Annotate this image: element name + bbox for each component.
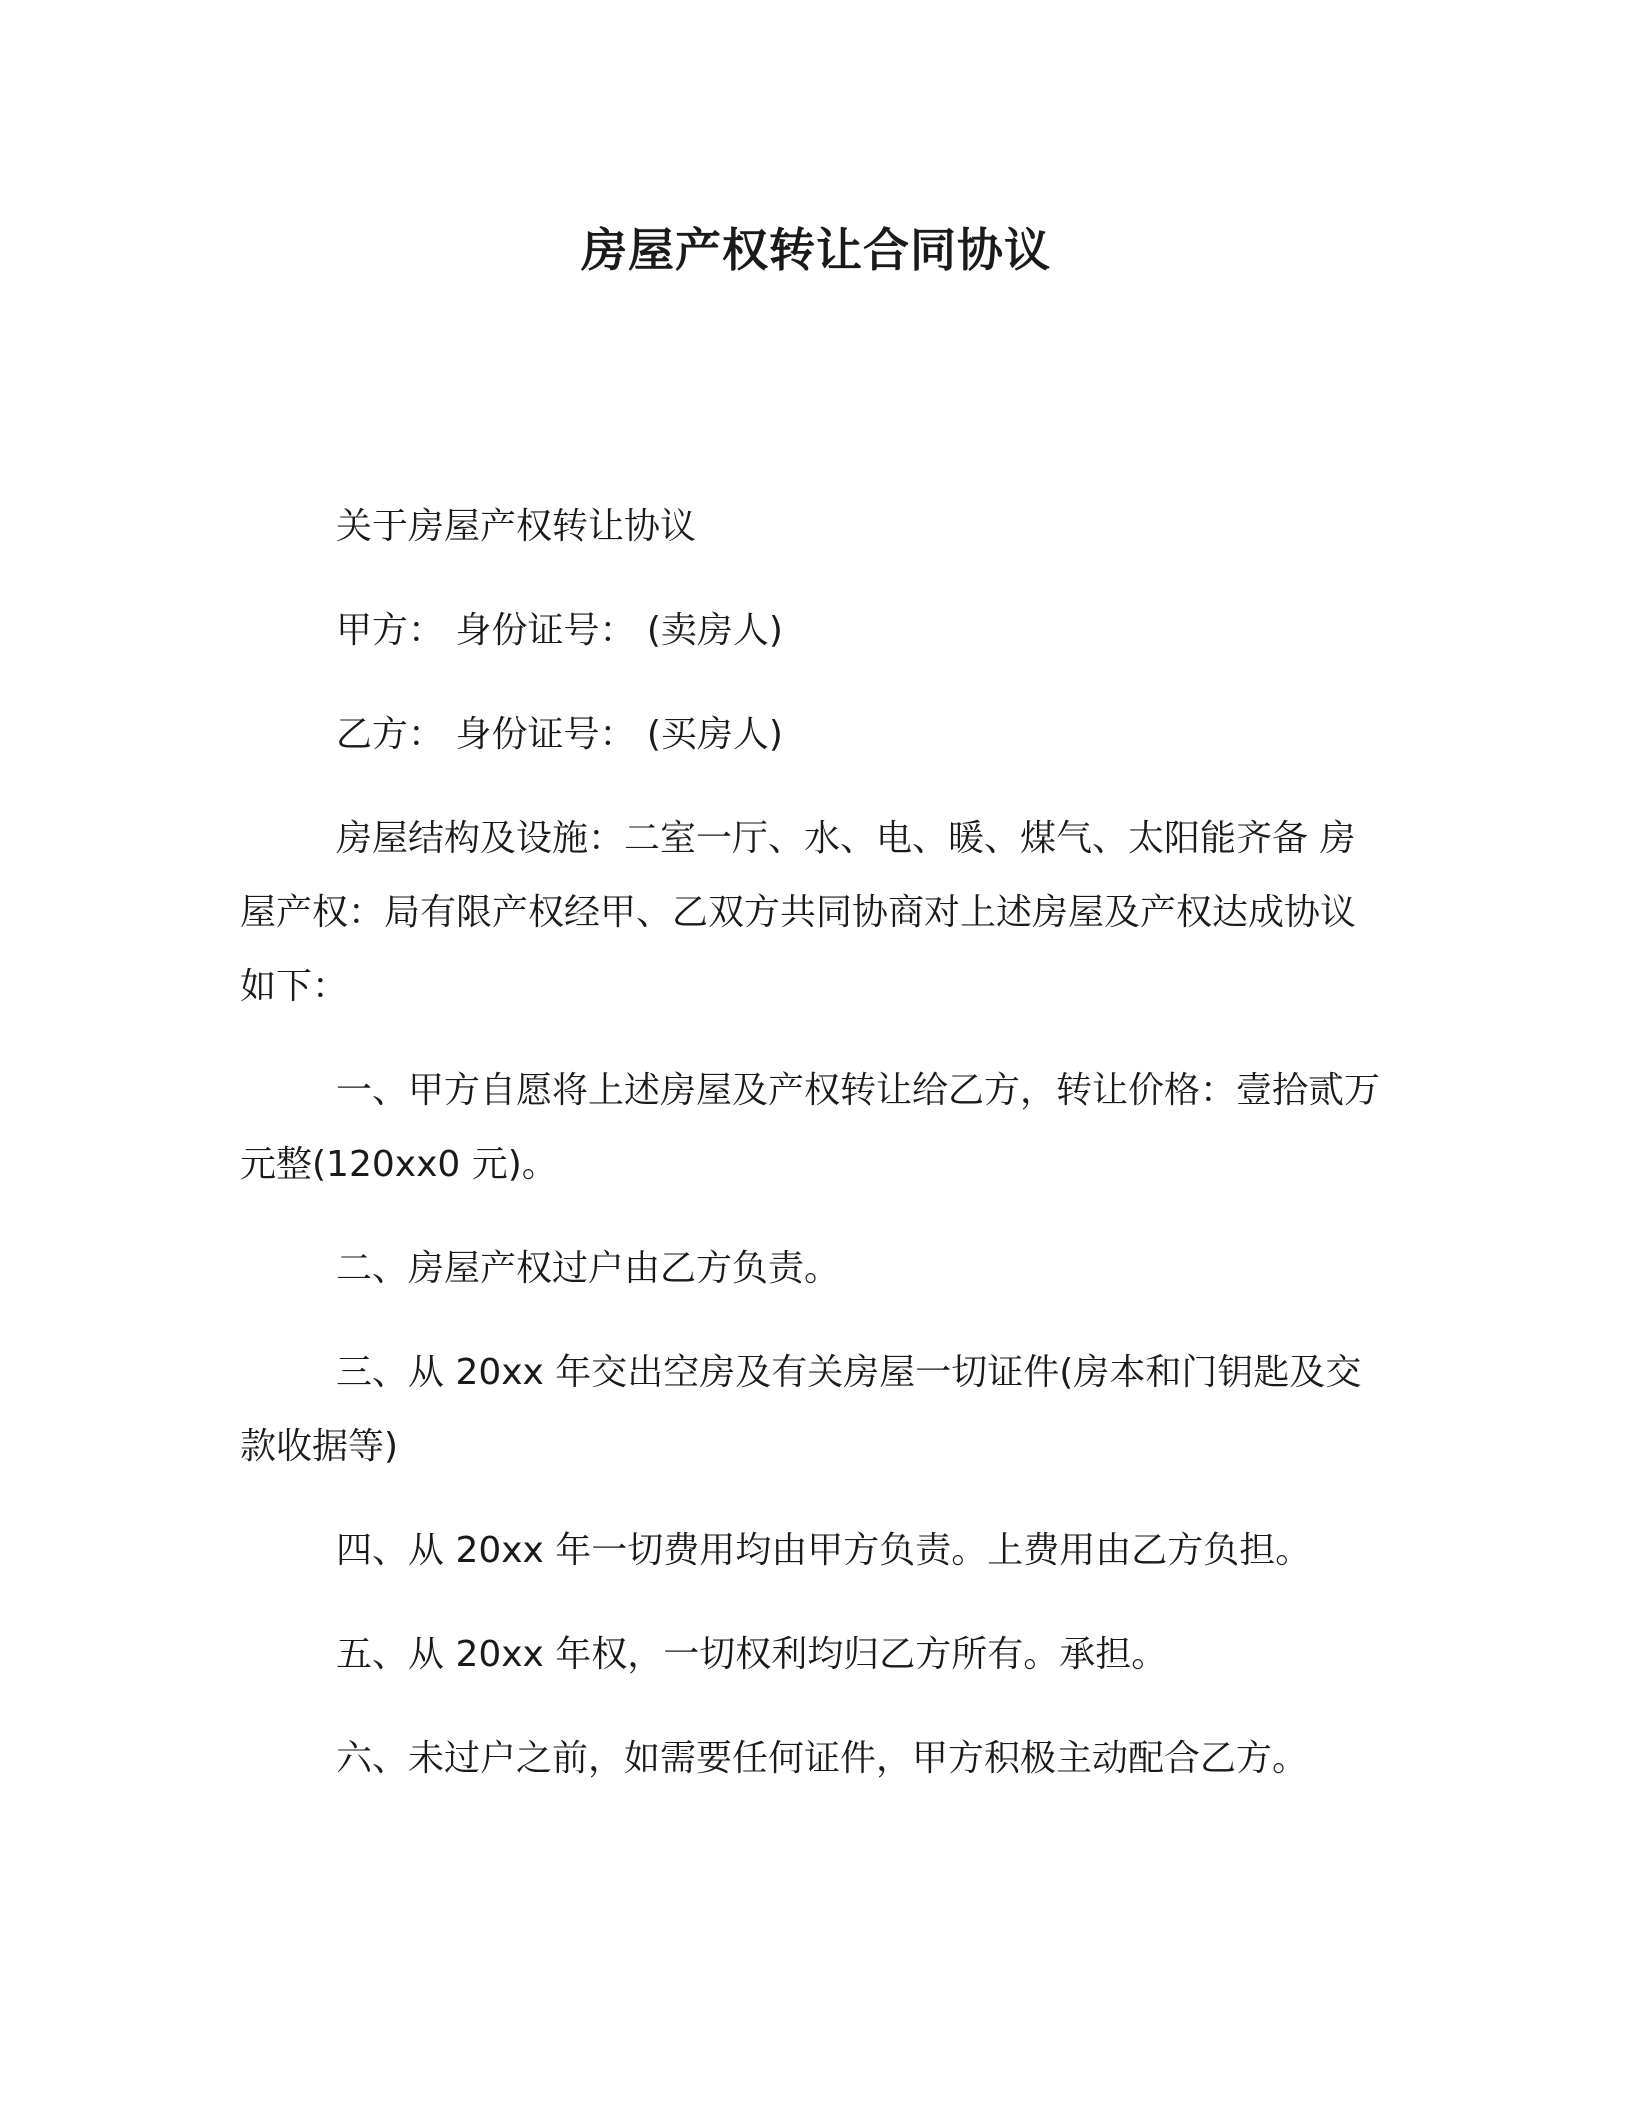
paragraph-clause-3: 三、从 20xx 年交出空房及有关房屋一切证件(房本和门钥匙及交款收据等) <box>240 1352 1362 1467</box>
paragraph-structure: 房屋结构及设施：二室一厅、水、电、暖、煤气、太阳能齐备 房屋产权：局有限产权经甲、乙双方共同协商对上述房屋及产权达成协议如下： <box>240 818 1357 1007</box>
paragraph-clause-6: 六、未过户之前，如需要任何证件，甲方积极主动配合乙方。 <box>336 1738 1309 1779</box>
paragraph-clause-1: 一、甲方自愿将上述房屋及产权转让给乙方，转让价格：壹拾贰万元整(120xx0 元)。 <box>240 1070 1381 1185</box>
paragraph-party-a: 甲方： 身份证号： (卖房人) <box>336 610 783 651</box>
paragraph-party-b: 乙方： 身份证号： (买房人) <box>336 714 783 755</box>
document-body <box>240 490 1390 1826</box>
paragraph-clause-5: 五、从 20xx 年权，一切权利均归乙方所有。承担。 <box>336 1634 1168 1675</box>
paragraph-clause-4: 四、从 20xx 年一切费用均由甲方负责。上费用由乙方负担。 <box>336 1530 1312 1571</box>
paragraph-clause-2: 二、房屋产权过户由乙方负责。 <box>336 1248 841 1289</box>
paragraph-heading: 关于房屋产权转让协议 <box>336 506 697 547</box>
document-title: 房屋产权转让合同协议 <box>581 223 1051 277</box>
